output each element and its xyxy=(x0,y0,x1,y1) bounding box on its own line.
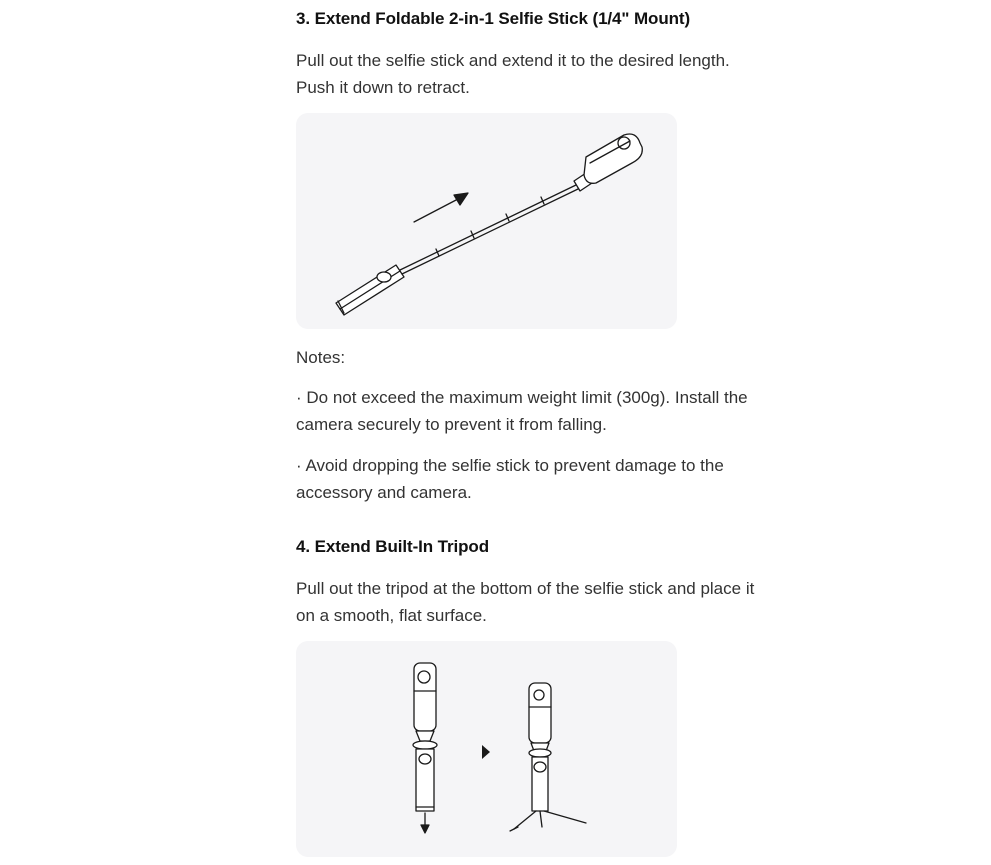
section-4-description-line-1: Pull out the tripod at the bottom of the selfie stick and place it xyxy=(296,579,755,598)
section-3-description-line-2: Push it down to retract. xyxy=(296,78,470,97)
note-2-line-1: · Avoid dropping the selfie stick to prevent damage to the xyxy=(296,456,724,475)
note-1-line-2: camera securely to prevent it from falling. xyxy=(296,415,607,434)
section-3-description xyxy=(296,47,816,101)
note-1-line-1: · Do not exceed the maximum weight limit (300g). Install the xyxy=(296,388,748,407)
note-2-line-2: accessory and camera. xyxy=(296,483,472,502)
section-4-description-line-2: on a smooth, flat surface. xyxy=(296,606,487,625)
tripod-extend-illustration xyxy=(296,641,677,857)
tripod-drawing xyxy=(296,641,677,857)
selfie-stick-extend-illustration xyxy=(296,113,677,329)
note-item xyxy=(296,384,816,438)
section-3-description-line-1: Pull out the selfie stick and extend it to the desired length. xyxy=(296,51,730,70)
section-4-title: 4. Extend Built-In Tripod xyxy=(296,537,490,556)
section-3-title: 3. Extend Foldable 2-in-1 Selfie Stick (1/4" Mount) xyxy=(296,9,691,28)
notes-heading: Notes: xyxy=(296,348,346,367)
selfie-stick-drawing xyxy=(296,113,677,329)
note-item xyxy=(296,452,816,506)
section-4-description xyxy=(296,575,816,629)
